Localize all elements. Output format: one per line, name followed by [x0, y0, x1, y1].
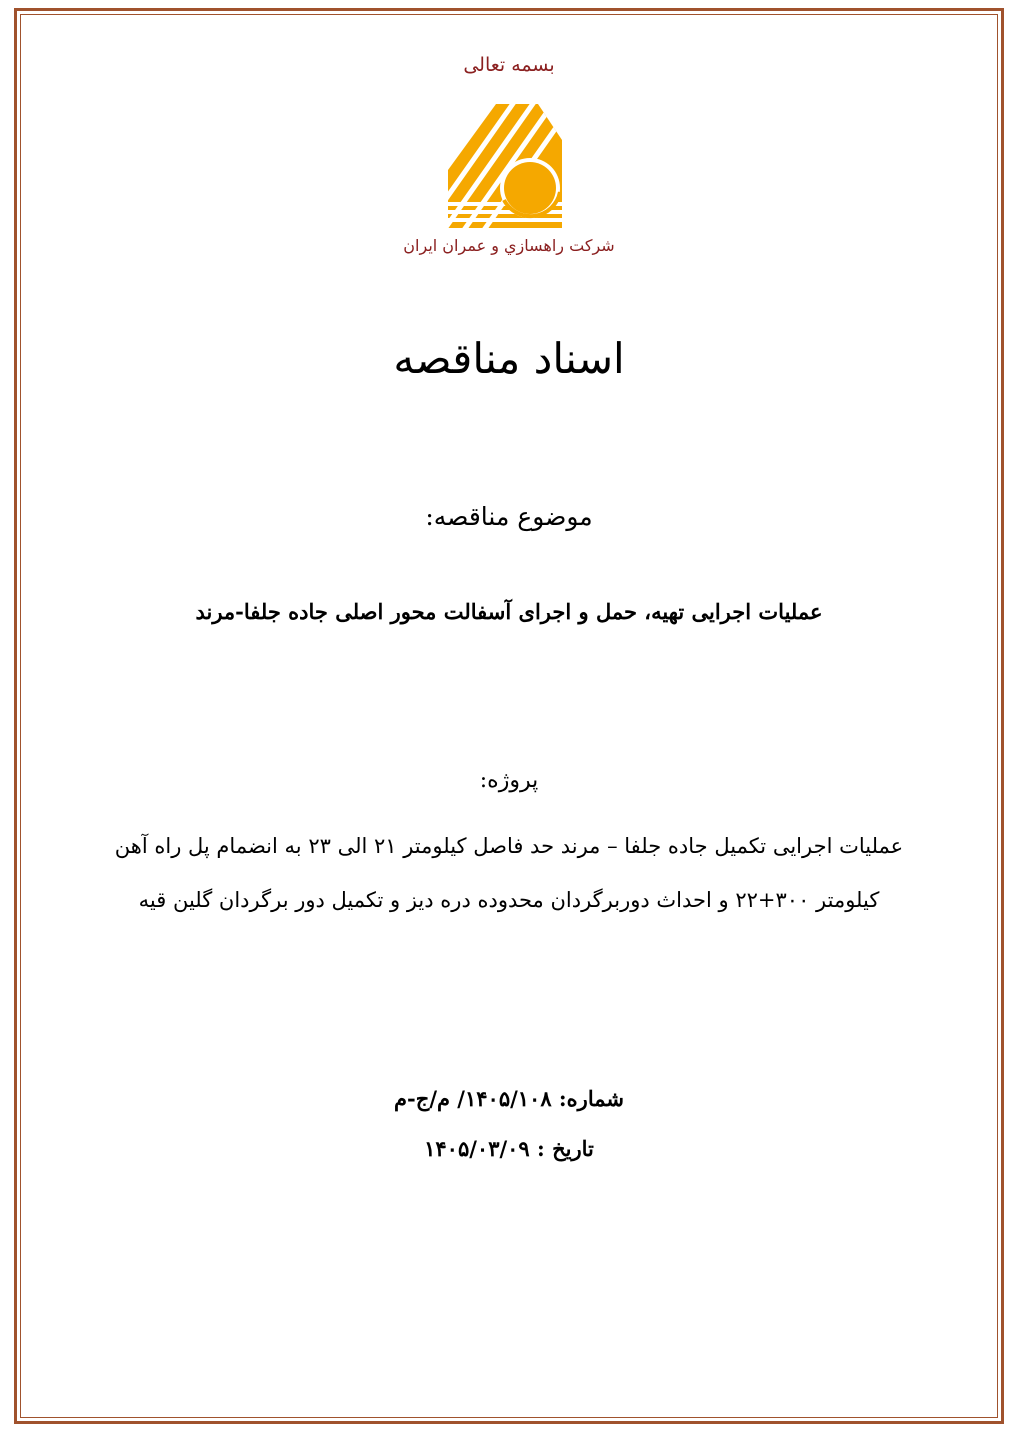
- document-page: [20, 14, 998, 1418]
- document-title: اسناد مناقصه: [393, 334, 625, 383]
- project-label: پروژه:: [479, 768, 539, 793]
- project-description: [40, 819, 978, 927]
- subject-label: موضوع مناقصه:: [425, 502, 593, 531]
- company-logo-icon: [444, 100, 574, 232]
- subject-text: عملیات اجرایی تهیه، حمل و اجرای آسفالت محور اصلی جاده جلفا-مرند: [195, 599, 823, 624]
- project-line-1: عملیات اجرایی تکمیل جاده جلفا – مرند حد فاصل کیلومتر ۲۱ الی ۲۳ به انضمام پل راه آهن: [114, 834, 904, 858]
- project-line-2: کیلومتر ۳۰۰+۲۲ و احداث دوربرگردان محدوده دره دیز و تکمیل دور برگردان گلین قیه: [138, 888, 880, 912]
- document-number: شماره: ۱۴۰۵/۱۰۸/ م/ج-م: [394, 1086, 624, 1111]
- besmeh-heading: بسمه تعالی: [463, 54, 555, 76]
- company-name: شرکت راهسازي و عمران ايران: [403, 236, 615, 255]
- document-date: تاریخ : ۱۴۰۵/۰۳/۰۹: [424, 1136, 594, 1161]
